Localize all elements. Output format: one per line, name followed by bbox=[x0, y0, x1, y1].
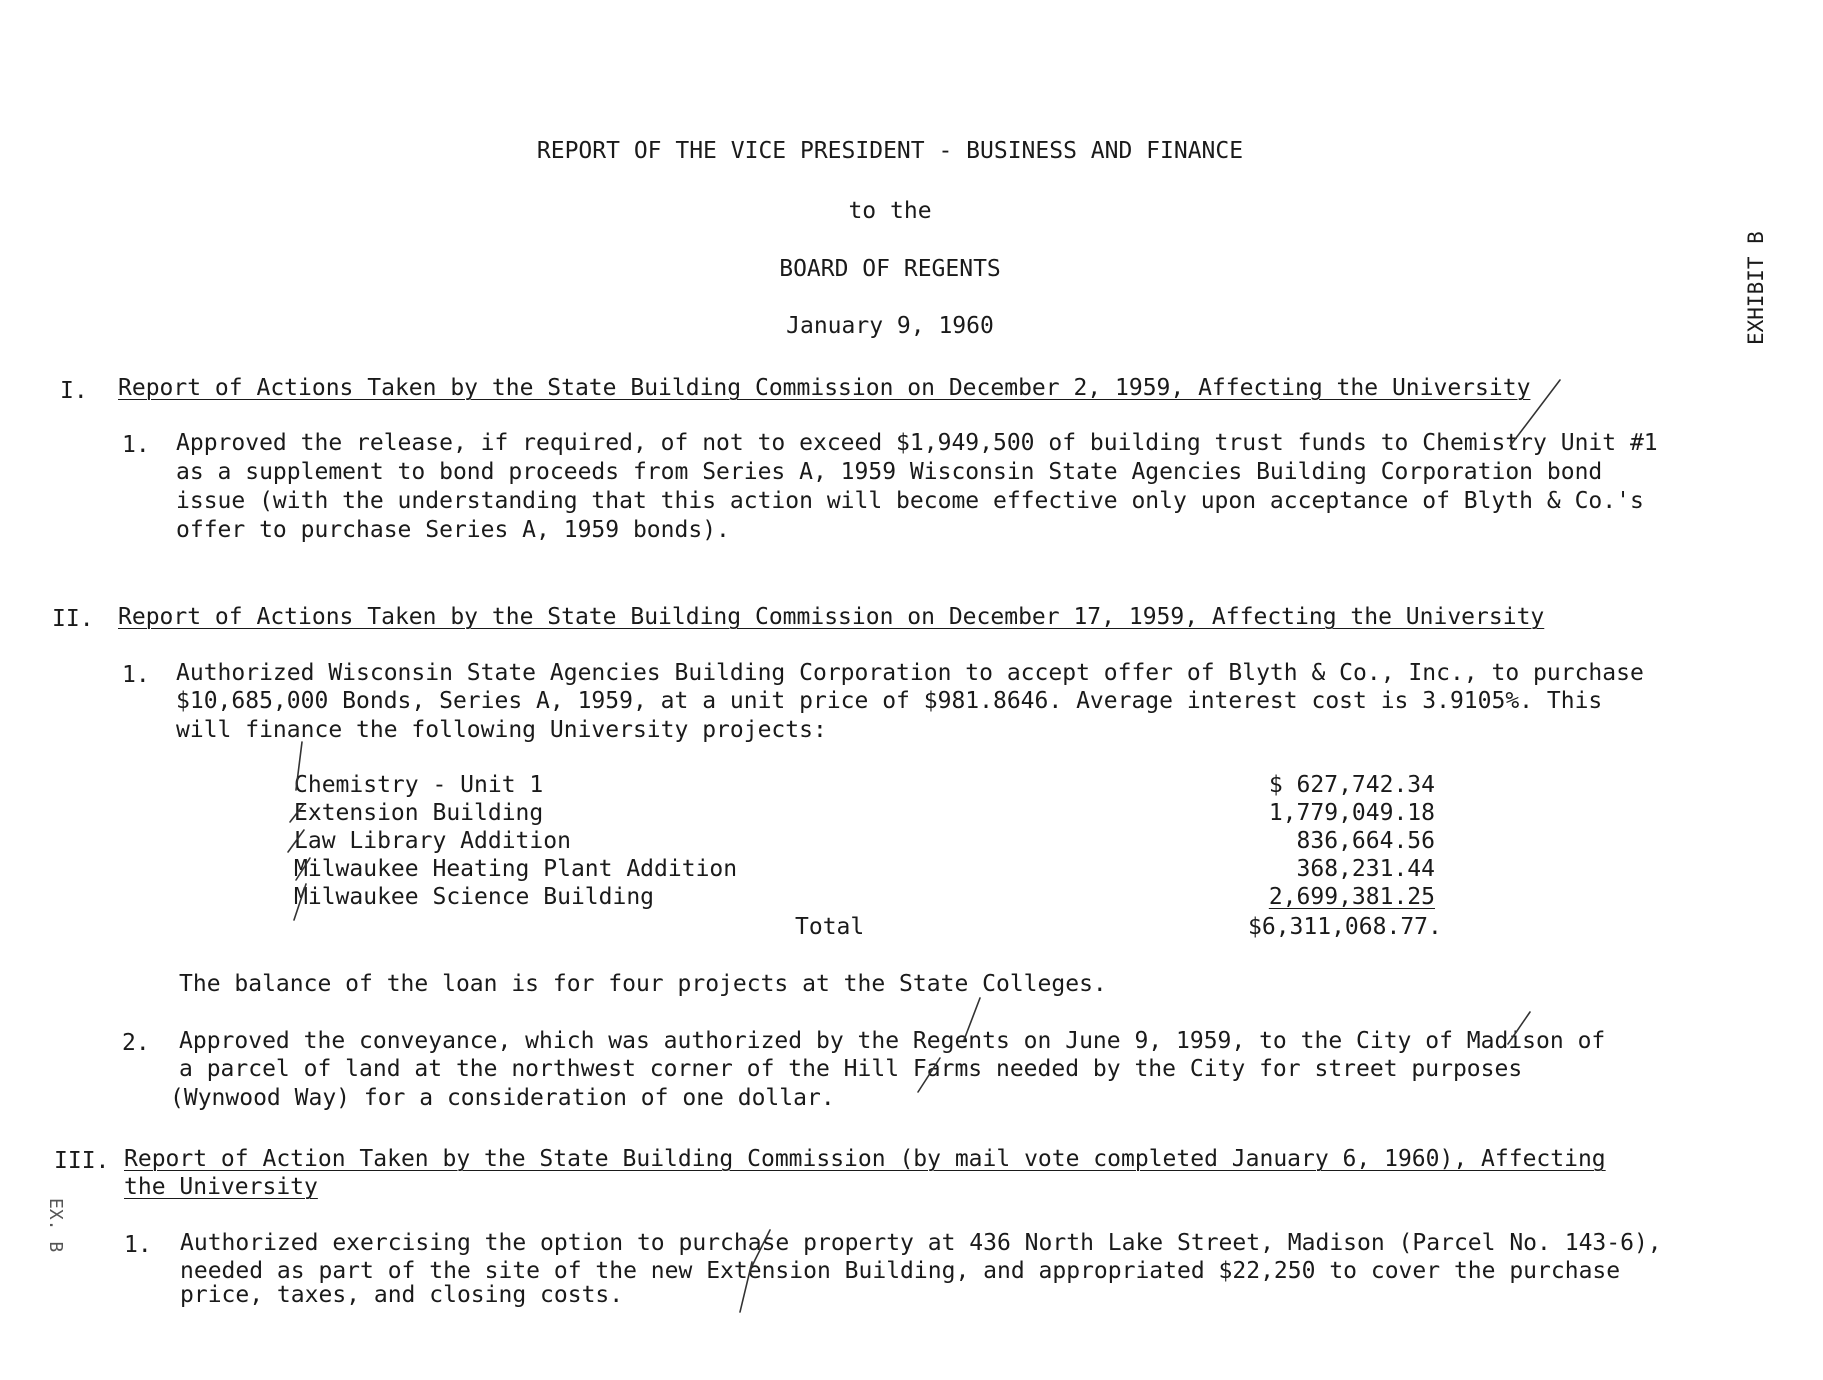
section-2-item-1-line-3: will finance the following University projects: bbox=[176, 717, 827, 743]
check-mark-madison bbox=[1508, 1012, 1530, 1044]
project-amount-milwaukee-science: 2,699,381.25 bbox=[1268, 884, 1435, 910]
project-name-milwaukee-science: Milwaukee Science Building bbox=[294, 884, 655, 910]
section-1-item-1-line-3: issue (with the understanding that this action will become effective only upon acceptance of Blyth & Co.'s bbox=[176, 488, 1644, 514]
check-mark-chemistry-unit bbox=[296, 742, 302, 790]
section-2-numeral: II. bbox=[52, 606, 94, 632]
section-2-item-2-number: 2. bbox=[122, 1030, 150, 1056]
section-3-heading-line-2: the University bbox=[124, 1174, 318, 1200]
section-1-item-1-line-2: as a supplement to bond proceeds from Series A, 1959 Wisconsin State Agencies Building Corporation bond bbox=[176, 459, 1603, 485]
project-name-milwaukee-heating: Milwaukee Heating Plant Addition bbox=[294, 856, 738, 882]
project-total-label: Total bbox=[795, 914, 865, 940]
report-date: January 9, 1960 bbox=[786, 313, 994, 339]
project-amount-milwaukee-heating: 368,231.44 bbox=[1296, 856, 1435, 882]
section-3-item-1-number: 1. bbox=[124, 1232, 152, 1258]
balance-note: The balance of the loan is for four projects at the State Colleges. bbox=[179, 971, 1107, 997]
check-mark-milwaukee-science bbox=[294, 884, 306, 920]
section-1-item-1-number: 1. bbox=[122, 432, 150, 458]
project-name-chemistry: Chemistry - Unit 1 bbox=[294, 772, 544, 798]
project-name-law-library: Law Library Addition bbox=[294, 828, 571, 854]
section-3-item-1-line-3: price, taxes, and closing costs. bbox=[180, 1282, 624, 1308]
section-1-item-1-line-1: Approved the release, if required, of not to exceed $1,949,500 of building trust funds to Chemistry Unit #1 bbox=[176, 430, 1658, 456]
section-2-item-1-line-2: $10,685,000 Bonds, Series A, 1959, at a unit price of $981.8646. Average interest cost is 3.9105%. This bbox=[176, 688, 1603, 714]
report-subtitle-to-the: to the bbox=[848, 198, 932, 224]
project-amount-law-library: 836,664.56 bbox=[1296, 828, 1435, 854]
section-3-heading-line-1: Report of Action Taken by the State Building Commission (by mail vote completed January 6, 1960), Affecting bbox=[124, 1146, 1606, 1172]
section-1-heading: Report of Actions Taken by the State Building Commission on December 2, 1959, Affecting the University bbox=[118, 375, 1531, 401]
project-name-extension: Extension Building bbox=[294, 800, 544, 826]
check-mark-hill-farms bbox=[918, 1058, 940, 1092]
project-total-amount: $6,311,068.77. bbox=[1248, 914, 1442, 940]
check-mark-law-library bbox=[288, 830, 304, 852]
section-2-item-1-number: 1. bbox=[122, 662, 150, 688]
check-mark-regents bbox=[964, 998, 980, 1040]
section-1-item-1-line-4: offer to purchase Series A, 1959 bonds). bbox=[176, 517, 730, 543]
check-mark-purchase bbox=[752, 1230, 770, 1266]
project-amount-chemistry: $ 627,742.34 bbox=[1268, 772, 1435, 798]
report-recipient: BOARD OF REGENTS bbox=[779, 256, 1001, 282]
section-2-item-2-line-3: (Wynwood Way) for a consideration of one dollar. bbox=[170, 1085, 835, 1111]
ex-b-margin-label: EX. B bbox=[45, 1198, 66, 1253]
section-3-numeral: III. bbox=[54, 1148, 110, 1174]
section-3-item-1-line-2: needed as part of the site of the new Extension Building, and appropriated $22,250 to cover the purchase bbox=[180, 1258, 1621, 1284]
check-mark-extension bbox=[290, 804, 304, 822]
check-mark-university bbox=[1510, 380, 1560, 446]
project-amount-extension: 1,779,049.18 bbox=[1268, 800, 1435, 826]
section-2-item-2-line-1: Approved the conveyance, which was authorized by the Regents on June 9, 1959, to the City of Madison of bbox=[179, 1028, 1606, 1054]
section-2-item-1-line-1: Authorized Wisconsin State Agencies Building Corporation to accept offer of Blyth & Co., Inc., to purchase bbox=[176, 660, 1644, 686]
section-2-item-2-line-2: a parcel of land at the northwest corner of the Hill Farms needed by the City for street purposes bbox=[179, 1056, 1523, 1082]
report-title: REPORT OF THE VICE PRESIDENT - BUSINESS AND FINANCE bbox=[536, 138, 1244, 164]
check-mark-milwaukee-heating bbox=[296, 858, 310, 880]
section-1-numeral: I. bbox=[60, 378, 88, 404]
check-mark-extension-building bbox=[740, 1262, 752, 1312]
section-3-item-1-line-1: Authorized exercising the option to purchase property at 436 North Lake Street, Madison (Parcel No. 143-6), bbox=[180, 1230, 1662, 1256]
exhibit-b-margin-label: EXHIBIT B bbox=[1744, 231, 1768, 345]
section-2-heading: Report of Actions Taken by the State Building Commission on December 17, 1959, Affecting the University bbox=[118, 604, 1545, 630]
